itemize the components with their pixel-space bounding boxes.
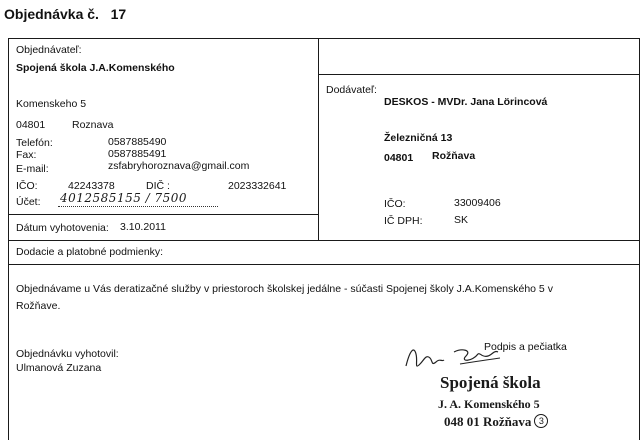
buyer-email: zsfabryhoroznava@gmail.com bbox=[108, 160, 250, 172]
buyer-fax: 0587885491 bbox=[108, 148, 167, 160]
supplier-ico: 33009406 bbox=[454, 197, 501, 209]
buyer-account-handwritten: 4012585155 / 7500 bbox=[60, 191, 188, 205]
issue-date: 3.10.2011 bbox=[120, 221, 166, 233]
buyer-fax-label: Fax: bbox=[16, 149, 37, 161]
buyer-city: Roznava bbox=[72, 119, 114, 131]
page-title bbox=[4, 6, 126, 22]
stamp-city: 048 01 Rožňava bbox=[444, 414, 532, 429]
outer-border-top bbox=[8, 38, 640, 39]
body-box-top bbox=[8, 264, 640, 265]
buyer-dic: 2023332641 bbox=[228, 180, 287, 192]
signature-handwriting bbox=[400, 340, 510, 374]
order-title: Objednávka č. bbox=[4, 6, 99, 22]
buyer-zip: 04801 bbox=[16, 119, 46, 131]
buyer-ico-label: IČO: bbox=[16, 180, 38, 192]
stamp-line3 bbox=[444, 414, 548, 430]
supplier-ico-label: IČO: bbox=[384, 198, 406, 210]
terms-box-top bbox=[8, 240, 640, 241]
buyer-ico: 42243378 bbox=[68, 180, 115, 192]
buyer-label: Objednávateľ: bbox=[16, 44, 82, 56]
outer-border-left bbox=[8, 38, 9, 440]
supplier-city: Rožňava bbox=[432, 150, 476, 162]
order-number: 17 bbox=[110, 6, 127, 22]
buyer-account-label: Účet: bbox=[16, 196, 41, 208]
account-dotted-line bbox=[58, 206, 218, 207]
buyer-dic-label: DIČ : bbox=[146, 180, 170, 192]
buyer-name: Spojená škola J.A.Komenského bbox=[16, 62, 175, 74]
supplier-label: Dodávateľ: bbox=[326, 84, 377, 96]
supplier-box-top bbox=[318, 74, 640, 75]
supplier-zip: 04801 bbox=[384, 152, 414, 164]
supplier-icdph: SK bbox=[454, 214, 469, 226]
issuer-label: Objednávku vyhotovil: bbox=[16, 348, 119, 360]
supplier-street: Železničná 13 bbox=[384, 132, 453, 144]
order-text-line2: Rožňave. bbox=[16, 300, 61, 312]
buyer-phone-label: Telefón: bbox=[16, 137, 53, 149]
issuer-name: Ulmanová Zuzana bbox=[16, 362, 102, 374]
supplier-name: DESKOS - MVDr. Jana Lörincová bbox=[384, 96, 548, 108]
stamp-circle-mark: 3 bbox=[534, 414, 548, 428]
order-text-line1: Objednávame u Vás deratizačné služby v priestoroch školskej jedálne - súčasti Spojenej školy J.A.Komenského 5 v bbox=[16, 283, 553, 295]
buyer-phone: 0587885490 bbox=[108, 136, 167, 148]
signature-label: Podpis a pečiatka bbox=[484, 341, 567, 353]
buyer-box-right bbox=[318, 38, 319, 240]
stamp-line1: Spojená škola bbox=[440, 373, 541, 392]
stamp-line2: J. A. Komenského 5 bbox=[438, 397, 540, 411]
buyer-street: Komenskeho 5 bbox=[16, 98, 87, 110]
terms-label: Dodacie a platobné podmienky: bbox=[16, 246, 164, 258]
date-box-top bbox=[8, 214, 319, 215]
buyer-email-label: E-mail: bbox=[16, 163, 49, 175]
supplier-icdph-label: IČ DPH: bbox=[384, 215, 423, 227]
issue-date-label: Dátum vyhotovenia: bbox=[16, 222, 109, 234]
